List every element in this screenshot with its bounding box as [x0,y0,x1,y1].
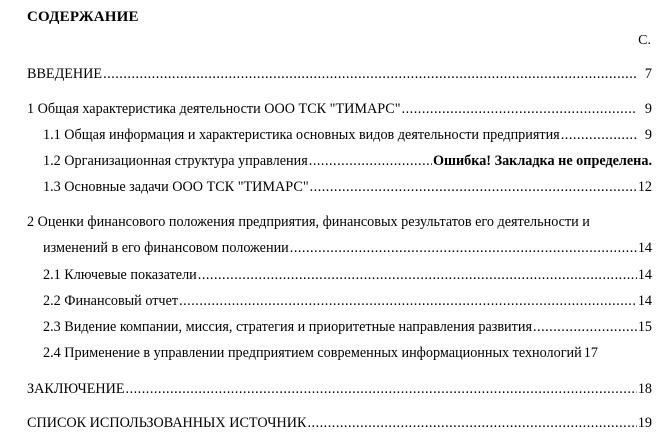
toc-entry-text: 1.3 Основные задачи ООО ТСК "ТИМАРС" [43,179,309,195]
toc-page-number: 12 [637,179,652,195]
toc-entry-chapter-2[interactable] [43,238,652,258]
toc-entry-text: 2.1 Ключевые показатели [43,267,197,283]
dot-leader [198,265,637,285]
toc-page-number: 19 [637,415,652,431]
toc-entry-section-2-4[interactable] [43,343,652,363]
dot-leader [533,317,637,337]
toc-entry-text: 2.4 Применение в управлении предприятием современных информационных технологий [43,345,582,361]
toc-entry-text: 1.2 Организационная структура управления [43,153,308,169]
dot-leader [309,151,432,171]
toc-page-number: 7 [644,66,652,82]
toc-entry-section-1-3[interactable] [43,177,652,197]
toc-entry-text: 2.3 Видение компании, миссия, стратегия и приоритетные направления развития [43,319,532,335]
toc-entry-section-2-2[interactable] [43,291,652,311]
dot-leader [310,177,637,197]
toc-entry-text: ВВЕДЕНИЕ [27,66,103,82]
toc-entry-chapter-2-line1[interactable]: 2 Оценки финансового положения предприятия, финансовых результатов его деятельности и [27,214,590,230]
toc-entry-conclusion[interactable] [27,379,652,399]
toc-page-number: 14 [637,267,652,283]
page-column-header: С. [638,33,651,48]
toc-entry-section-1-1[interactable] [43,125,652,145]
toc-entry-references[interactable] [27,413,652,433]
toc-page-number: 9 [644,101,652,117]
toc-entry-text: изменений в его финансовом положении [43,240,289,256]
toc-page-number: 9 [644,127,652,143]
dot-leader [179,291,637,311]
toc-entry-text: 1.1 Общая информация и характеристика основных видов деятельности предприятия [43,127,560,143]
toc-entry-text: 2.2 Финансовый отчет [43,293,179,309]
toc-entry-section-2-1[interactable] [43,265,652,285]
dot-leader [561,125,637,145]
dot-leader [290,238,637,258]
dot-leader [402,99,637,119]
toc-page-number: 17 [583,345,598,361]
dot-leader [307,413,636,433]
toc-entry-section-2-3[interactable] [43,317,652,337]
bookmark-error-text: Ошибка! Закладка не определена. [432,153,652,169]
dot-leader [126,379,637,399]
dot-leader [103,64,637,84]
toc-entry-text: 1 Общая характеристика деятельности ООО ТСК "ТИМАРС" [27,101,401,117]
toc-page-number: 14 [637,293,652,309]
toc-page-number: 18 [637,381,652,397]
toc-page-number: 14 [637,240,652,256]
toc-entry-section-1-2[interactable] [43,151,652,171]
toc-entry-text: СПИСОК ИСПОЛЬЗОВАННЫХ ИСТОЧНИК [27,415,307,431]
toc-entry-text: ЗАКЛЮЧЕНИЕ [27,381,125,397]
toc-entry-introduction[interactable] [27,64,652,84]
toc-title: СОДЕРЖАНИЕ [27,9,139,25]
toc-entry-chapter-1[interactable] [27,99,652,119]
toc-page-number: 15 [637,319,652,335]
